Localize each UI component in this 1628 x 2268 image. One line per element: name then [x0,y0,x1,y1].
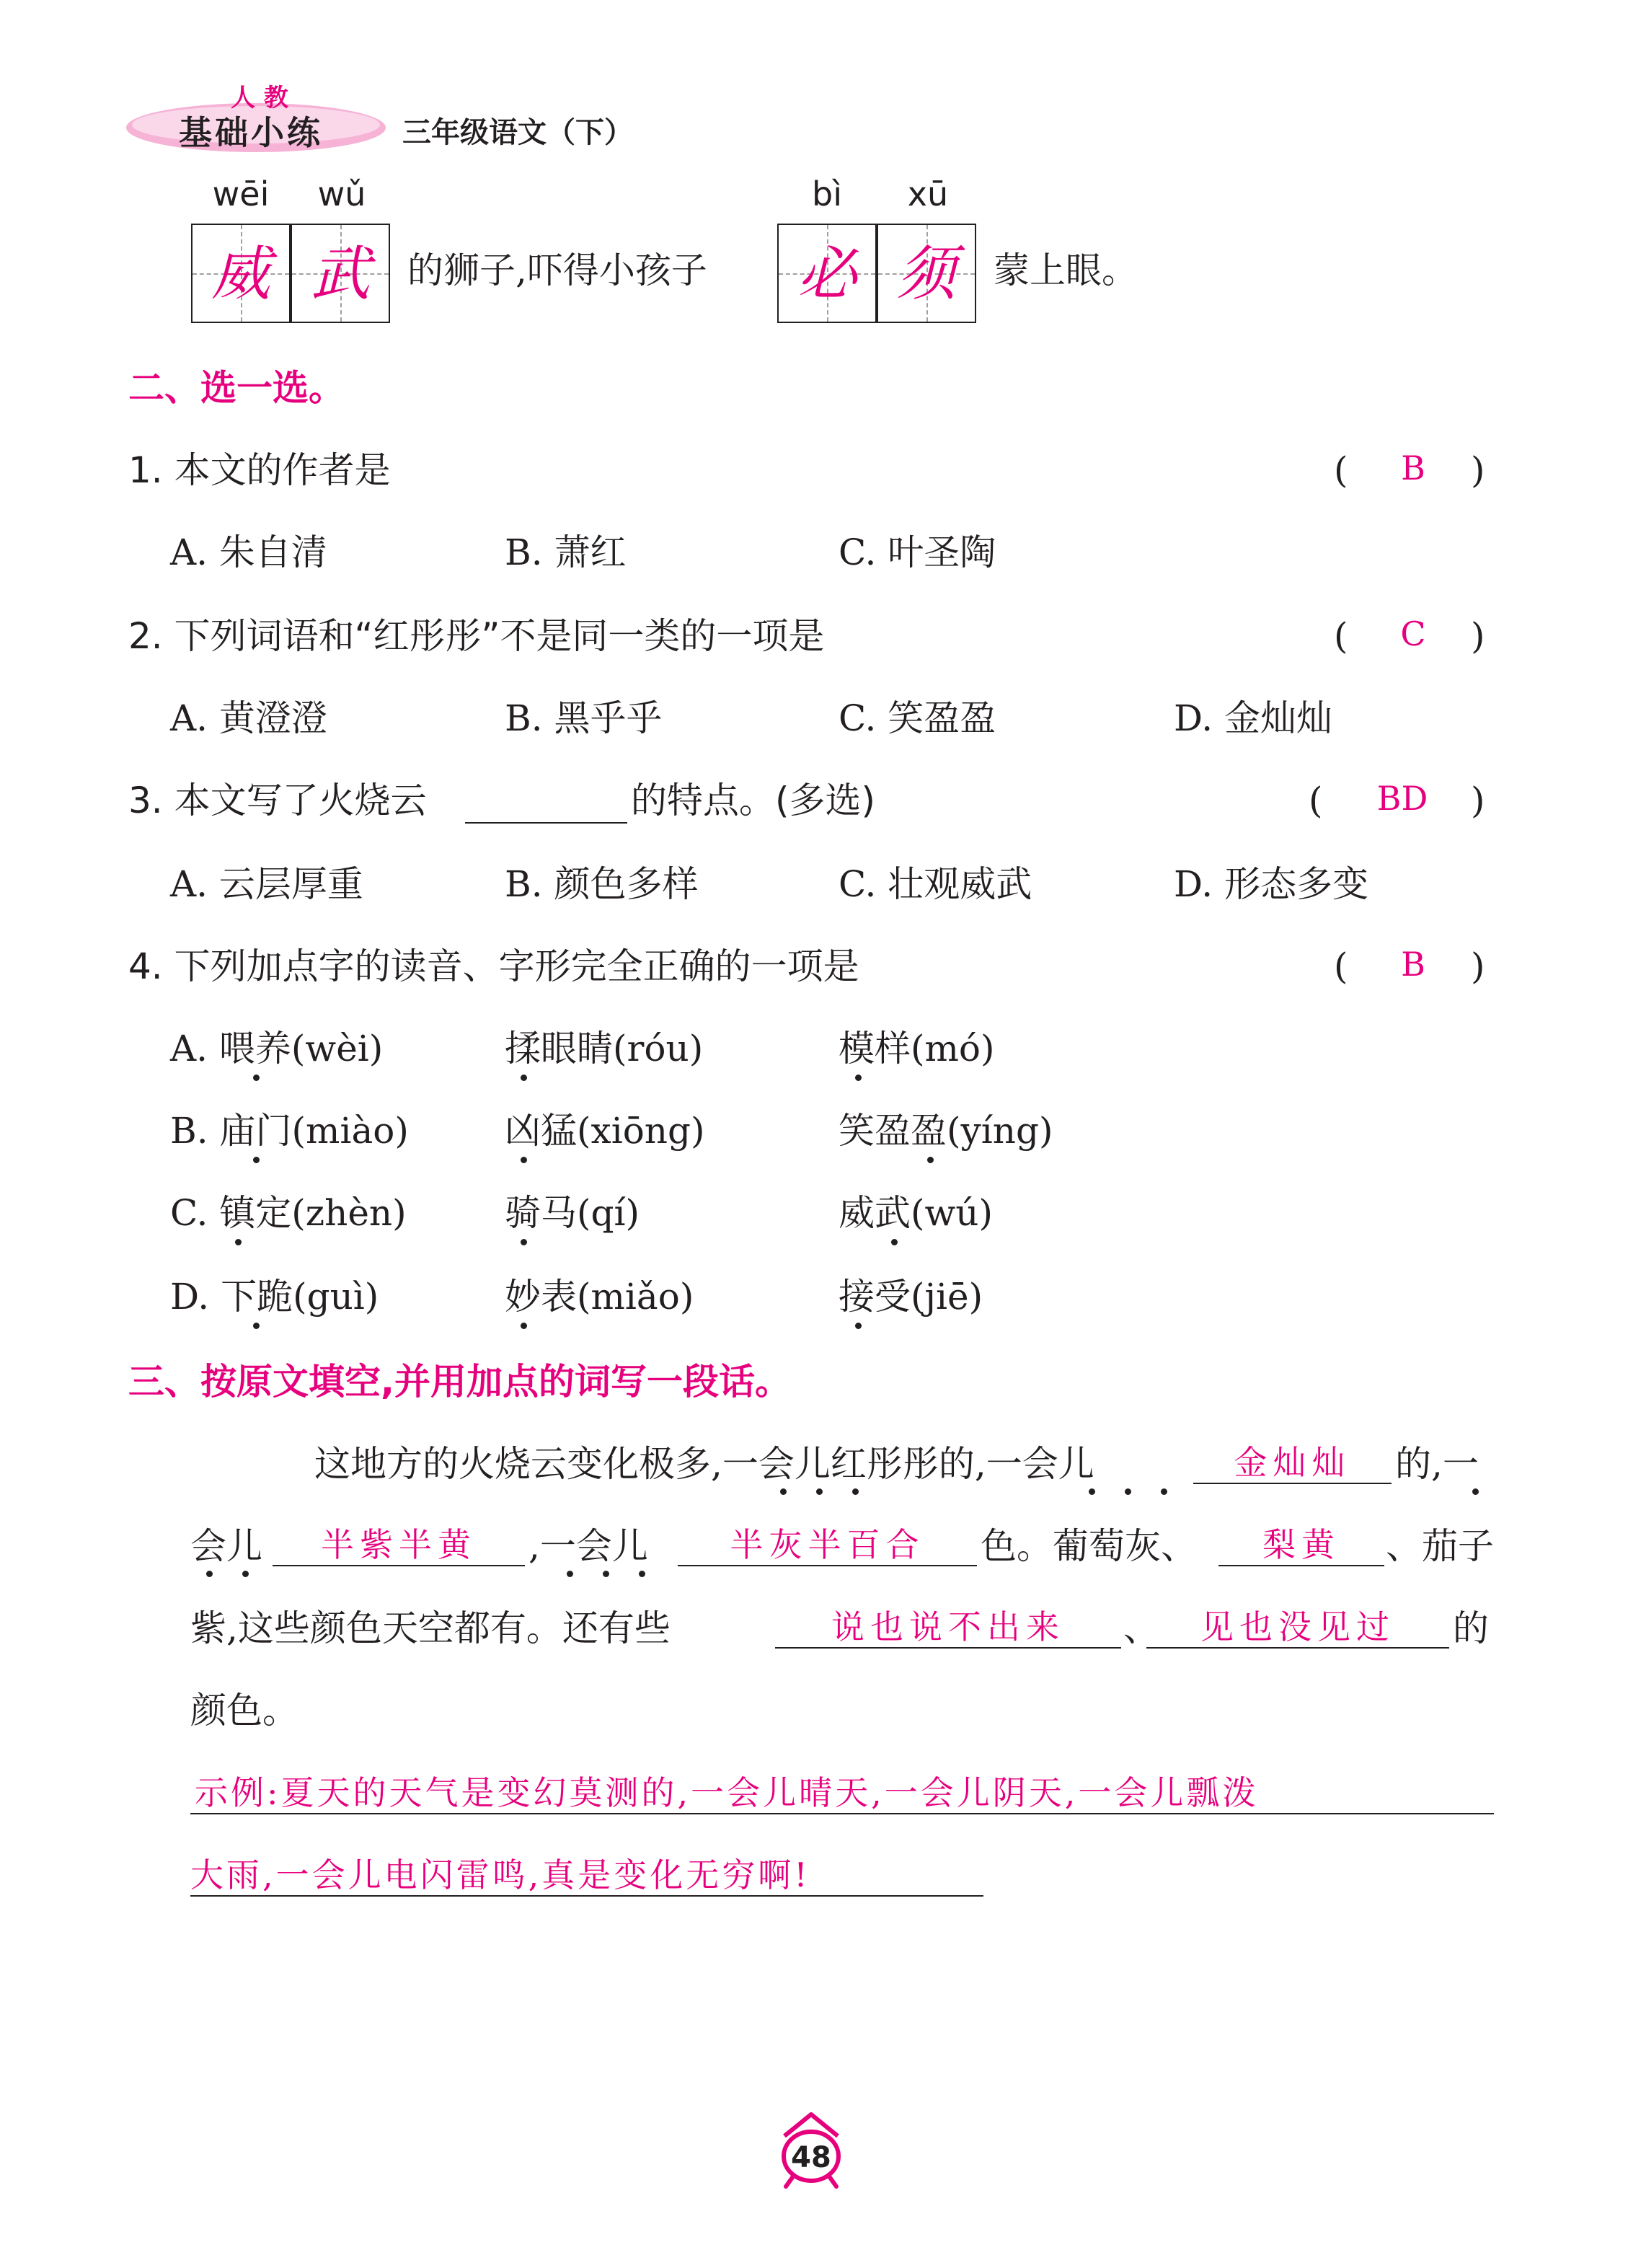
char-box-wu: 武 [291,224,390,323]
q1-paren-open: ( [1334,449,1348,491]
emphasis-dot [253,1075,260,1081]
fill-5-line [775,1647,1121,1649]
emphasis-dot [1472,1488,1479,1495]
header-badge-title: 基础小练 [179,113,323,152]
q4-row-a-2: 揉眼睛(róu) [505,1028,704,1069]
q4-row-b-2: 凶猛(xiōng) [505,1110,705,1152]
q2-option-d: D. 金灿灿 [1174,697,1333,739]
q4-row-d-1: D. 下跪(guì) [170,1276,379,1318]
char-box-wei: 威 [191,224,291,323]
q3-blank [465,822,627,824]
q3-option-c: C. 壮观威武 [839,863,1032,905]
emphasis-dot [855,1323,862,1329]
section2-title: 二、选一选。 [128,367,345,409]
passage-line2-c: 色。葡萄灰、 [981,1525,1197,1567]
passage-line4: 颜色。 [190,1690,298,1731]
pinyin-wei: wēi [212,175,270,213]
q4-row-a-1: A. 喂养(wèi) [170,1028,384,1069]
passage-line2-a: 会儿 [190,1525,262,1567]
emphasis-dot [567,1571,573,1577]
passage-line1-a: 这地方的火烧云变化极多,一会儿红彤彤的,一会儿 [314,1443,1094,1485]
emphasis-dot [253,1157,260,1163]
emphasis-dot [852,1488,859,1495]
fill-3: 半灰半百合 [730,1525,925,1564]
q4-row-c-3: 威武(wú) [839,1192,994,1234]
passage-line3-b: 、 [1123,1607,1159,1649]
q4-answer: B [1401,945,1425,984]
fill-1: 金灿灿 [1234,1443,1351,1482]
page-number: 48 [791,2141,831,2174]
fill-6: 见也没见过 [1200,1607,1395,1646]
q4-row-d-2: 妙表(miǎo) [505,1276,694,1318]
header-subject: 三年级语文（下） [402,116,633,149]
q3-option-b: B. 颜色多样 [505,863,699,905]
emphasis-dot [780,1488,787,1495]
emphasis-dot [521,1323,527,1329]
q3-option-a: A. 云层厚重 [170,863,363,905]
emphasis-dot [639,1571,645,1577]
fill-5: 说也说不出来 [831,1607,1065,1646]
q4-row-c-2: 骑马(qí) [505,1192,640,1234]
q4-row-c-1: C. 镇定(zhèn) [170,1192,407,1234]
section3-title: 三、按原文填空,并用加点的词写一段话。 [128,1361,791,1403]
q1-answer: B [1401,449,1425,487]
pinyin-wu: wǔ [317,175,366,213]
char-box-bi: 必 [777,224,877,323]
emphasis-dot [253,1323,260,1329]
emphasis-dot [242,1571,249,1577]
emphasis-dot [235,1239,242,1245]
q2-paren-open: ( [1334,615,1348,657]
q3-paren-open: ( [1309,780,1323,821]
emphasis-dot [891,1239,898,1245]
q2-option-a: A. 黄澄澄 [170,697,327,739]
q2-option-c: C. 笑盈盈 [839,697,996,739]
emphasis-dot [206,1571,213,1577]
passage-line2-b: ,一会儿 [528,1525,648,1567]
emphasis-dot [1125,1488,1131,1495]
fill-6-line [1146,1647,1449,1649]
q1-option-c: C. 叶圣陶 [839,531,996,573]
fill-2: 半紫半黄 [321,1525,477,1564]
q4-row-a-3: 模样(mó) [839,1028,995,1069]
passage-line2-d: 、茄子 [1386,1525,1494,1567]
q2-answer: C [1400,614,1426,653]
q3-option-d: D. 形态多变 [1174,863,1369,905]
example-line1: 示例:夏天的天气是变幻莫测的,一会儿晴天,一会儿阴天,一会儿瓢泼 [195,1773,1259,1812]
emphasis-dot [521,1157,527,1163]
q3-stem-a: 3. 本文写了火烧云 [128,780,427,821]
passage-line1-b: 的,一 [1395,1443,1479,1485]
example-line2: 大雨,一会儿电闪雷鸣,真是变化无穷啊! [190,1856,810,1894]
top-sentence-end: 蒙上眼。 [994,250,1138,291]
passage-line3-c: 的 [1453,1607,1489,1649]
emphasis-dot [521,1075,527,1081]
fill-1-line [1193,1483,1392,1484]
q4-paren-close: ) [1471,945,1485,987]
q2-option-b: B. 黑乎乎 [505,697,663,739]
pinyin-xu: xū [907,175,949,213]
emphasis-dot [855,1075,862,1081]
emphasis-dot [927,1157,934,1163]
q3-paren-close: ) [1471,780,1485,821]
pinyin-bi: bì [812,175,842,213]
emphasis-dot [816,1488,823,1495]
emphasis-dot [521,1239,527,1245]
q1-option-a: A. 朱自清 [170,531,327,573]
fill-4-line [1218,1565,1384,1566]
emphasis-dot [603,1571,609,1577]
emphasis-dot [1161,1488,1167,1495]
q4-row-d-3: 接受(jiē) [839,1276,983,1318]
emphasis-dot [1089,1488,1095,1495]
q4-paren-open: ( [1334,945,1348,987]
header-badge-top: 人 教 [231,84,288,112]
fill-2-line [273,1565,525,1566]
q1-option-b: B. 萧红 [505,531,627,573]
q2-stem: 2. 下列词语和“红彤彤”不是同一类的一项是 [128,615,825,657]
q1-stem: 1. 本文的作者是 [128,449,391,491]
q3-answer: BD [1376,779,1428,818]
fill-3-line [678,1565,977,1566]
passage-line3-a: 紫,这些颜色天空都有。还有些 [190,1607,671,1649]
q4-stem: 4. 下列加点字的读音、字形完全正确的一项是 [128,945,859,987]
top-sentence-mid: 的狮子,吓得小孩子 [407,250,707,291]
example-line2-rule [190,1895,983,1897]
char-box-xu: 须 [877,224,976,323]
example-line1-rule [190,1813,1494,1814]
fill-4: 梨黄 [1262,1525,1340,1564]
q3-stem-b: 的特点。(多选) [631,780,876,821]
q4-row-b-3: 笑盈盈(yíng) [839,1110,1053,1152]
q2-paren-close: ) [1471,615,1485,657]
q4-row-b-1: B. 庙门(miào) [170,1110,409,1152]
q1-paren-close: ) [1471,449,1485,491]
